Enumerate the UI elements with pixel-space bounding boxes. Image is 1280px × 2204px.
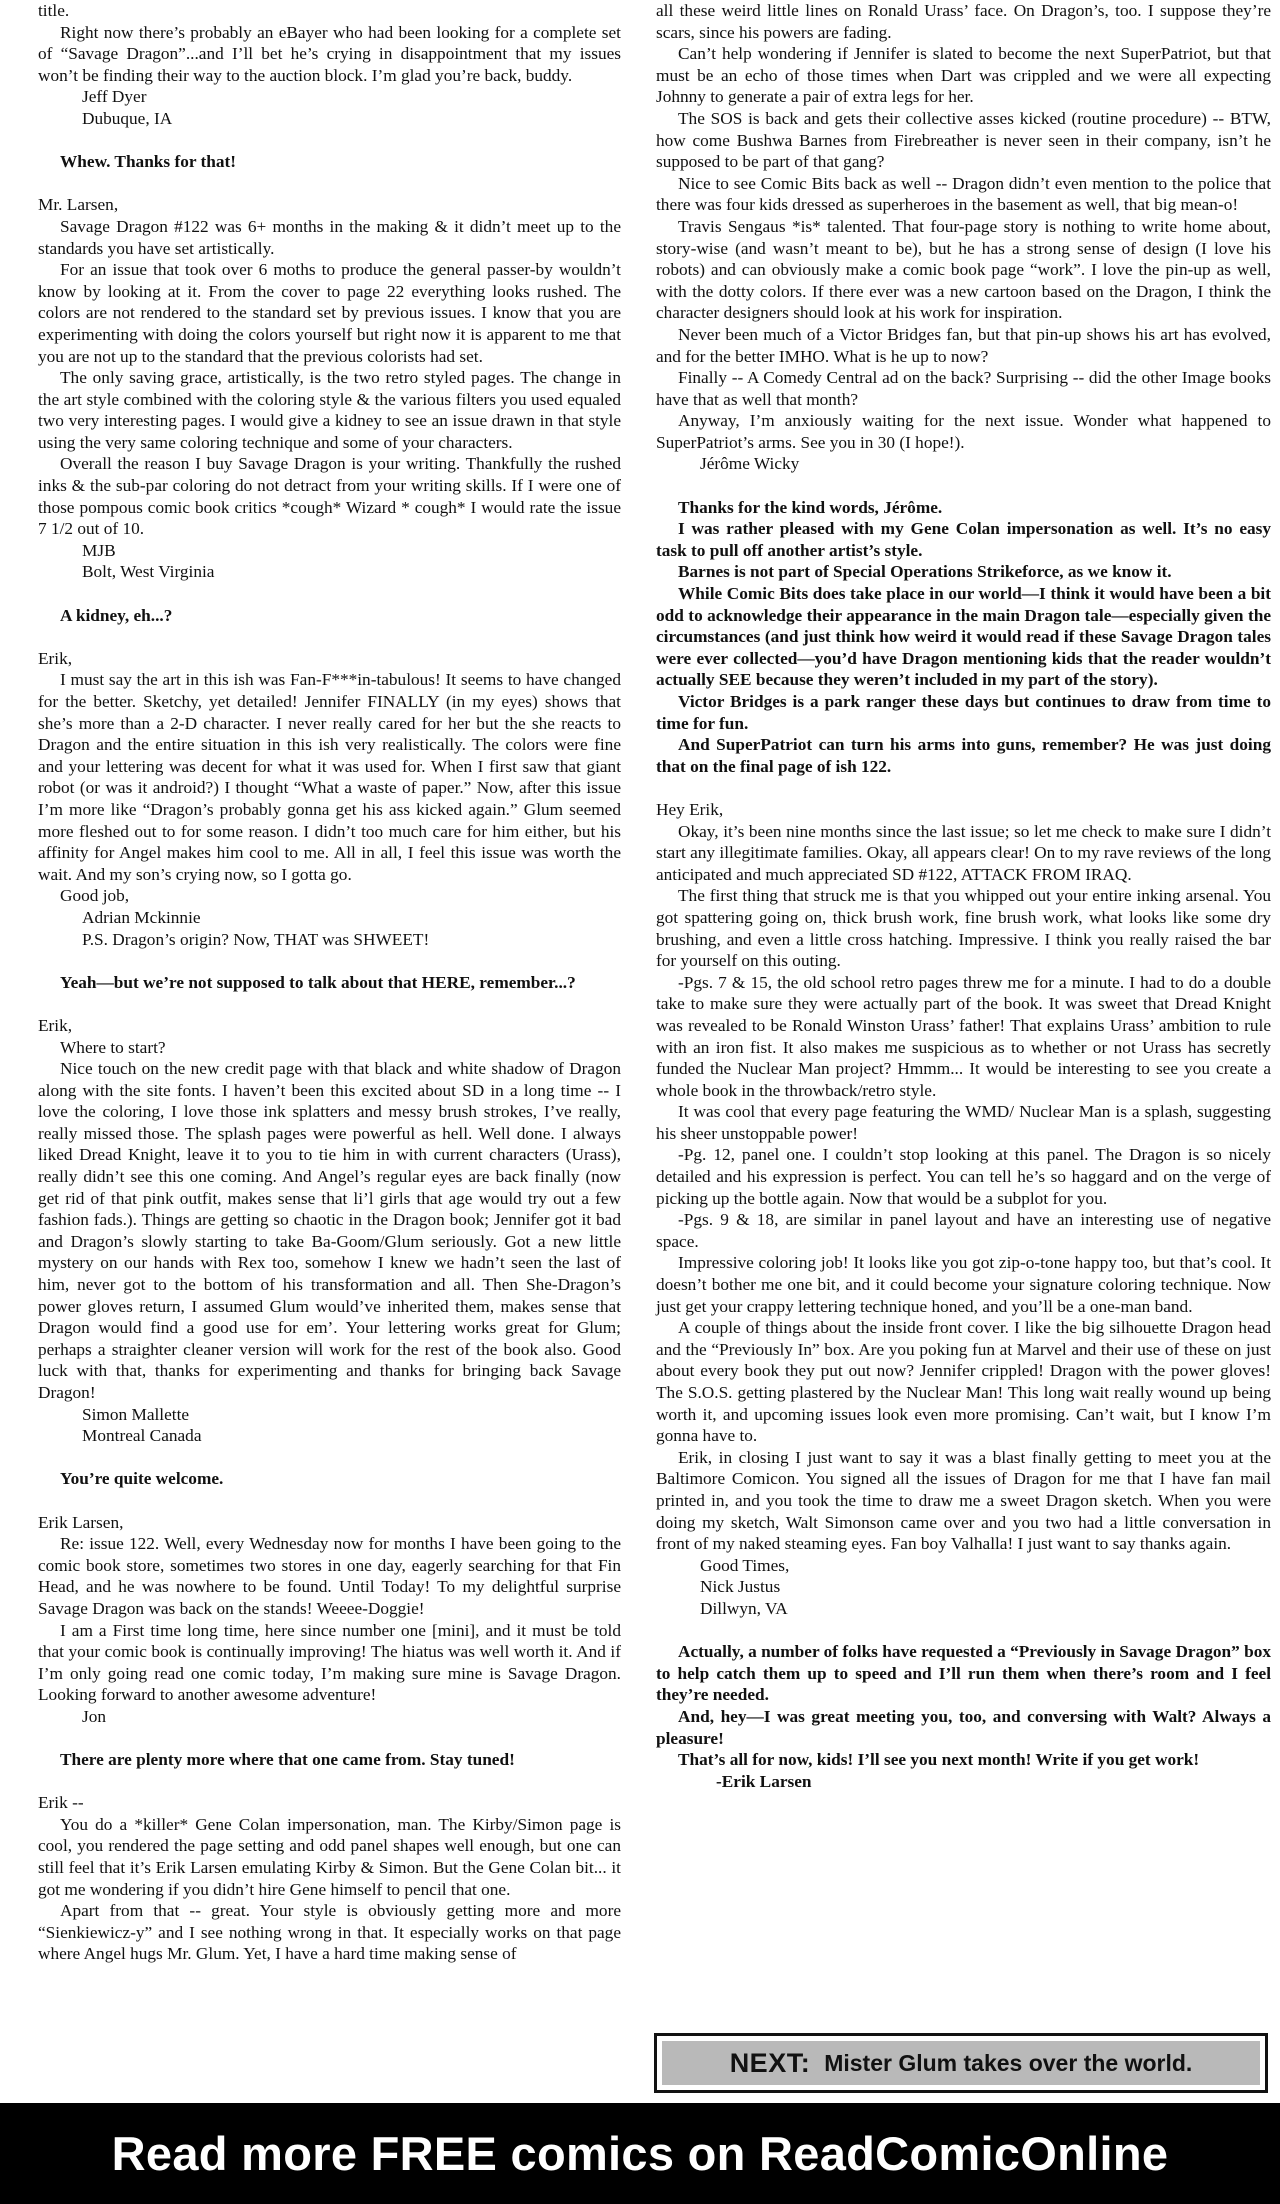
letter-signature: Jérôme Wicky xyxy=(700,454,800,474)
editor-response: That’s all for now, kids! I’ll see you next month! Write if you get work! xyxy=(678,1750,1200,1770)
letter-text: Right now there’s probably an eBayer who had been looking for a complete set of “Savage Dragon”...and I’ll bet he’s crying in disappointment that my issues won’t be finding their way to the auction block. I’m glad you’re back, buddy. xyxy=(38,22,621,85)
letter-text: Savage Dragon #122 was 6+ months in the making & it didn’t meet up to the standards you have set artistically. xyxy=(38,216,621,258)
right-letters-column xyxy=(656,0,1271,1792)
letter-text: Overall the reason I buy Savage Dragon is your writing. Thankfully the rushed inks & the sub-par coloring do not detract from your writing skills. If I were one of those pompous comic book critics *cough* Wizard * cough* I would rate the issue 7 1/2 out of 10. xyxy=(38,454,621,539)
letter-text: I must say the art in this ish was Fan-F***in-tabulous! It seems to have changed for the better. Sketchy, yet detailed! Jennifer FINALLY (in my eyes) shows that she’s more than a 2-D character. I never really cared for her but the she reacts to Dragon and the entire situation in this ish very realistically. The colors were fine and your lettering was decent for what it was used for. When I first saw that giant robot (or was it android?) I thought “What a waste of paper.” Now, after this issue I’m more like “Dragon’s probably gonna get his ass kicked again.” Glum seemed more fleshed out to for some reason. I didn’t too much care for him either, but his affinity for Angel makes him cool to me. All in all, I feel this issue was worth the wait. And my son’s crying now, so I gotta go. xyxy=(38,670,621,884)
next-label: NEXT: xyxy=(729,2047,811,2078)
next-issue-panel xyxy=(662,2041,1260,2085)
editor-response: Actually, a number of folks have requested a “Previously in Savage Dragon” box to help catch them up to speed and I’ll run them when there’s room and I feel they’re needed. xyxy=(656,1642,1271,1705)
letter-salutation: Erik, xyxy=(38,648,73,668)
letter-text: Nice touch on the new credit page with that black and white shadow of Dragon along with the site fonts. I haven’t been this excited about SD in a long time -- I love the coloring, I love those ink splatters and messy brush strokes, I’ve really, really missed those. The splash pages were powerful as hell. Well done. I always liked Dread Knight, leave it to you to tie him in with current characters (Urass), really didn’t see this one coming. And Angel’s regular eyes are back finally (now get rid of that pink outfit, makes sense that li’l girls that age would try out a few fashion fads.). Things are getting so chaotic in the Dragon book; Jennifer got it bad and Dragon’s slowly starting to take Ba-Goom/Glum seriously. Got a new little mystery on our hands with Rex too, somehow I knew we hadn’t seen the last of him, never got to the bottom of his transformation and all. Then She-Dragon’s power gloves return, I assumed Glum would’ve inherited them, makes sense that Dragon would find a good use for em’. Your lettering works great for Glum; perhaps a straighter cleaner version will work for the rest of the book also. Good luck with that, thanks for experimenting and thanks for bringing back Savage Dragon! xyxy=(38,1059,621,1402)
letter-text: For an issue that took over 6 moths to produce the general passer-by wouldn’t know by looking at it. From the cover to page 22 everything looks rushed. The colors are not rendered to the standard set by previous issues. I know that you are experimenting with doing the colors yourself but right now it is apparent to me that you are not up to the standard that the previous colorists had set. xyxy=(38,260,621,366)
letter-text: Erik, in closing I just want to say it was a blast finally getting to meet you at the Baltimore Comicon. You signed all the issues of Dragon for me that I have fan mail printed in, and you took the time to draw me a sweet Dragon sketch. When you were doing my sketch, Walt Simonson came over and you two had a little conversation in front of my naked steaming eyes. Fan boy Valhalla! I just want to say thanks again. xyxy=(656,1447,1271,1554)
letter-text: Can’t help wondering if Jennifer is slated to become the next SuperPatriot, but that must be an echo of those times when Dart was crippled and we were all expecting Johnny to generate a pair of extra legs for her. xyxy=(656,44,1271,107)
editor-response: While Comic Bits does take place in our world—I think it would have been a bit odd to acknowledge their appearance in the main Dragon tale—especially given the circumstances (and just think how weird it would read if these Savage Dragon tales were ever collected—you’d have Dragon mentioning kids that the reader wouldn’t actually SEE because they weren’t included in my part of the story). xyxy=(656,584,1271,690)
letter-text: It was cool that every page featuring the WMD/ Nuclear Man is a splash, suggesting his sheer unstoppable power! xyxy=(656,1102,1271,1143)
letter-text: A couple of things about the inside front cover. I like the big silhouette Dragon head and the “Previously In” box. Are you poking fun at Marvel and their use of these on just about every book they put out now? Jennifer crippled! Dragon with the power gloves! The S.O.S. getting plastered by the Nuclear Man! This long wait really wound up being worth it, and upcoming issues look even more promising. Can’t wait, but I know I’m gonna have to. xyxy=(656,1318,1271,1446)
editor-response: A kidney, eh...? xyxy=(60,605,173,625)
letter-text: title. xyxy=(38,1,70,20)
next-issue-box xyxy=(654,2033,1268,2093)
letter-salutation: Hey Erik, xyxy=(656,799,724,819)
letter-text: -Pgs. 7 & 15, the old school retro pages threw me for a minute. I had to do a double take to make sure they were actually part of the book. It was sweet that Dread Knight was revealed to be Ronald Winston Urass’ father! That explains Urass’ ambition to rule with an iron fist. It also makes me suspicious as to whether or not Urass has secretly funded the Nuclear Man project? Hmmm... It would be interesting to see you create a whole book in the throwback/retro style. xyxy=(656,972,1271,1100)
letter-salutation: Mr. Larsen, xyxy=(38,195,119,215)
letter-signature: Jon xyxy=(82,1706,107,1726)
letter-text: Impressive coloring job! It looks like you got zip-o-tone happy too, but that’s cool. It doesn’t bother me one bit, and it could become your signature coloring technique. Now just get your crappy lettering technique honed, and you’ll be a one-man band. xyxy=(656,1253,1271,1316)
letter-text: Good job, xyxy=(60,886,130,906)
letter-signature: Nick Justus xyxy=(700,1577,781,1597)
letter-text: Re: issue 122. Well, every Wednesday now for months I have been going to the comic book store, sometimes two stores in one day, eagerly searching for that Fin Head, and he was nowhere to be found. Until Today! To my delightful surprise Savage Dragon was back on the stands! Weeee-Doggie! xyxy=(38,1534,621,1618)
editor-response: Victor Bridges is a park ranger these days but continues to draw from time to time for fun. xyxy=(656,692,1271,733)
editor-response: And, hey—I was great meeting you, too, and conversing with Walt? Always a pleasure! xyxy=(656,1706,1271,1748)
letter-signature: Montreal Canada xyxy=(82,1426,202,1446)
letter-signature: Good Times, xyxy=(700,1555,790,1575)
letter-signature: P.S. Dragon’s origin? Now, THAT was SHWEET! xyxy=(82,929,430,949)
letter-text: You do a *killer* Gene Colan impersonation, man. The Kirby/Simon page is cool, you rendered the page setting and odd panel shapes well enough, but one can still feel that it’s Erik Larsen emulating Kirby & Simon. But the Gene Colan bit... it got me wondering if you didn’t hire Gene himself to pencil that one. xyxy=(38,1814,621,1899)
letter-text: The only saving grace, artistically, is the two retro styled pages. The change in the art style combined with the coloring style & the various filters you used equaled two very interesting pages. I would give a kidney to see an issue drawn in that style using the very same coloring technique and some of your characters. xyxy=(38,368,621,452)
letter-text: -Pg. 12, panel one. I couldn’t stop looking at this panel. The Dragon is so nicely detailed and his expression is perfect. You can tell he’s so haggard and on the verge of picking up the bottle again. Now that would be a subplot for you. xyxy=(656,1145,1271,1208)
letter-signature: Simon Mallette xyxy=(82,1404,190,1424)
letter-text: Anyway, I’m anxiously waiting for the next issue. Wonder what happened to SuperPatriot’s arms. See you in 30 (I hope!). xyxy=(656,411,1271,452)
letter-text: Where to start? xyxy=(60,1037,166,1057)
promo-banner-text: Read more FREE comics on ReadComicOnline xyxy=(111,2127,1169,2180)
letter-signature: Adrian Mckinnie xyxy=(82,907,201,927)
editor-response: Thanks for the kind words, Jérôme. xyxy=(678,497,943,517)
editor-response: There are plenty more where that one came from. Stay tuned! xyxy=(60,1750,515,1770)
letter-text: Nice to see Comic Bits back as well -- Dragon didn’t even mention to the police that there was four kids dressed as superheroes in the basement as well, that big mean-o! xyxy=(656,173,1271,215)
letter-salutation: Erik, xyxy=(38,1015,73,1035)
letter-salutation: Erik Larsen, xyxy=(38,1512,124,1532)
letter-signature: Jeff Dyer xyxy=(82,87,147,107)
editor-response: And SuperPatriot can turn his arms into guns, remember? He was just doing that on the final page of ish 122. xyxy=(656,735,1271,776)
editor-response: Yeah—but we’re not supposed to talk about that HERE, remember...? xyxy=(60,972,576,992)
left-letters-column xyxy=(38,0,621,1965)
letter-text: The first thing that struck me is that you whipped out your entire inking arsenal. You got spattering going on, thick brush work, fine brush work, what looks like some dry brushing, and even a little cross hatching. Impressive. I think you really raised the bar for yourself on this outing. xyxy=(656,886,1271,971)
letter-signature: Bolt, West Virginia xyxy=(82,562,215,582)
letter-text: all these weird little lines on Ronald Urass’ face. On Dragon’s, too. I suppose they’re scars, since his powers are fading. xyxy=(656,1,1271,42)
letter-signature: MJB xyxy=(82,540,116,560)
letter-text: -Pgs. 9 & 18, are similar in panel layout and have an interesting use of negative space. xyxy=(656,1210,1271,1251)
letter-signature: Dubuque, IA xyxy=(82,108,173,128)
letter-text: I am a First time long time, here since number one [mini], and it must be told that your comic book is continually improving! The hiatus was well worth it. And if I’m only going read one comic today, I’m making sure mine is Savage Dragon. Looking forward to another awesome adventure! xyxy=(38,1620,621,1705)
editor-response: Barnes is not part of Special Operations Strikeforce, as we know it. xyxy=(678,562,1172,582)
next-issue-teaser: Mister Glum takes over the world. xyxy=(824,2049,1193,2076)
letter-text: Finally -- A Comedy Central ad on the back? Surprising -- did the other Image books have that as well that month? xyxy=(656,368,1271,409)
editor-response: I was rather pleased with my Gene Colan impersonation as well. It’s no easy task to pull off another artist’s style. xyxy=(656,519,1271,560)
letter-text: Apart from that -- great. Your style is obviously getting more and more “Sienkiewicz-y” and I see nothing wrong in that. It especially works on that page where Angel hugs Mr. Glum. Yet, I have a hard time making sense of xyxy=(38,1901,621,1964)
promo-banner[interactable] xyxy=(0,2103,1280,2204)
letter-text: Never been much of a Victor Bridges fan, but that pin-up shows his art has evolved, and for the better IMHO. What is he up to now? xyxy=(656,324,1271,366)
editor-signature: -Erik Larsen xyxy=(716,1771,812,1791)
editor-response: Whew. Thanks for that! xyxy=(60,152,237,172)
editor-response: You’re quite welcome. xyxy=(60,1469,224,1489)
letter-text: The SOS is back and gets their collective asses kicked (routine procedure) -- BTW, how come Bushwa Barnes from Firebreather is never seen in their company, isn’t he supposed to be part of that gang? xyxy=(656,108,1271,172)
letter-salutation: Erik -- xyxy=(38,1793,84,1813)
letter-text: Travis Sengaus *is* talented. That four-page story is nothing to write home about, story-wise (and wasn’t meant to be), but he has a strong sense of design (I love his robots) and can obviously make a comic book page “work”. I love the pin-up as well, with the dotty colors. If there ever was a new cartoon based on the Dragon, I think the character designers should look at his work for inspiration. xyxy=(656,216,1271,323)
letter-text: Okay, it’s been nine months since the last issue; so let me check to make sure I didn’t start any illegitimate families. Okay, all appears clear! On to my rave reviews of the long anticipated and much appreciated SD #122, ATTACK FROM IRAQ. xyxy=(656,821,1271,884)
letter-signature: Dillwyn, VA xyxy=(700,1598,788,1618)
